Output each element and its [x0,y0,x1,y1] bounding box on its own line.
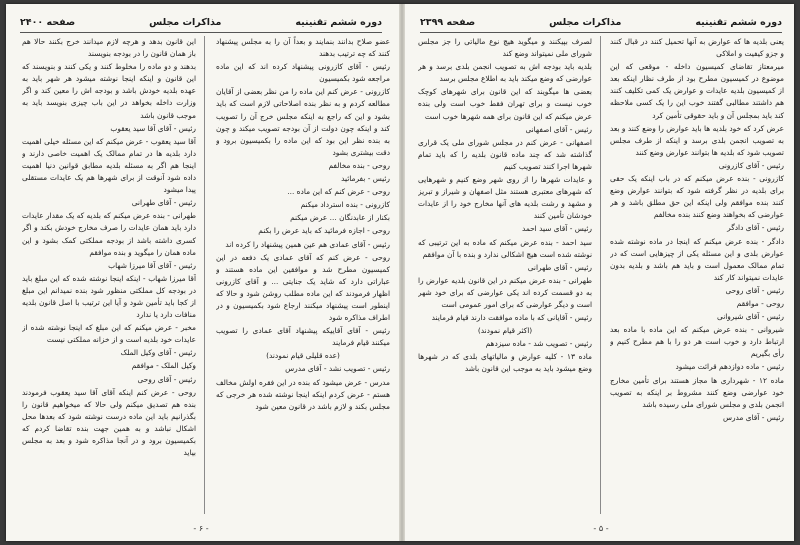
paragraph: رئیس - تصویب شد - ماده سیزدهم [485,339,592,349]
paragraph: میرمعتاز تقاضای کمیسیون داخله - موقعی که این موضوع در کمیسیون مطرح بود از طرف نظار اینکه بعد از کمیسیون بلدیه عایدات و عوارض یک کمی تکلیف کنند هم داشتند مطالبی گفتند خوب این را یک کسی ملاحظه کند باید بمجلس آن و باید حقوقی تأمین کرد [610,62,784,120]
paragraph: کازرونی - بنده استرداد میکنم [300,200,390,210]
paragraph: روحی - بنده مخالفم [328,160,390,170]
paragraph: رئیس - آقای مدرس [722,412,784,422]
paragraph: رئیس - آقای کازرونی [718,160,784,170]
paragraph: رئیس - بفرمائید [341,174,390,184]
column-divider [204,36,205,514]
paragraph: عضو صلاح بدانند بنمایند و بعداً آن را به مجلس پیشنهاد کنند که چه ترتیب بدهند [216,37,390,59]
paragraph: رئیس - آقای آقا میرزا شهاب [108,260,196,270]
paragraph: رئیس - آقای وکیل الملک [120,348,196,358]
paragraph: (اکثر قیام نمودند) [477,326,533,336]
book-gutter [399,4,405,541]
paragraph: وکیل الملک - موافقم [131,361,196,371]
paragraph: رئیس - آقای روحی [137,374,196,384]
paragraph: رئیس - آقای آقاییکه پیشنهاد آقای عمادی را تصویب میکنند قیام فرمایند [216,326,390,348]
book-spread [6,4,794,541]
left-page-column-right [216,36,390,514]
paragraph: رئیس - آقای آقا سید یعقوب [110,123,196,133]
paragraph: کازرونی - عرض کنم این ماده را من نظر بعضی از آقایان مطالعه کردم و به نظر بنده اصلاحاتی لازم است که باید بشود و این که راجع به اینکه مجلس خرج آن را تصویب کند و اینکه چون دولت از آن بودجه تصویب میکند و چون به بنده نظر این بود که این ماده را بکمیسیون برود و دقت بیشتری بشود [216,87,390,157]
paragraph: رئیس - آقای دادگر [727,223,784,233]
paragraph: رئیس - آقای کازرونی پیشنهاد کرده اند که این ماده مراجعه شود بکمیسیون [216,62,390,84]
paragraph: یعنی بلدیه ها که عوارض به آنها تحمیل کنند در قبال کنند و جزو کیفیت و املاکی [610,37,784,59]
left-title: مذاکرات مجلس [149,16,222,28]
left-page-column-left [22,36,196,514]
left-page-number: صفحه ۲۴۰۰ [20,16,76,28]
paragraph: رئیس - آقایانی که با ماده موافقت دارند قیام فرمایند [431,313,592,323]
right-title: مذاکرات مجلس [549,16,622,28]
paragraph: بدهند و دو ماده را مخلوط کنند و یکی کنند و بنویسند که این قانون و اینکه اینجا نوشته میشود هر شهر باید به عهده بلدیه خودش باشد و بودجه اش را معین کند و اگر وزارت داخله بخواهد در این باب چیزی بنویسد باید به موجب قانون باشد [22,62,196,120]
paragraph: مخبر - عرض میکنم که این مبلغ که اینجا نوشته شده از عایدات خود بلدیه است و از خزانه مملکتی نیست [22,323,196,345]
paragraph: مدرس - عرض میشود که بنده در این فقره اولش مخالف هستم - عرض کردم اینکه اینجا نوشته شده هر خرجی که مجلس بکند و لازم باشد در قانون معین شود [216,377,390,411]
paragraph: ماده ۱۲ - شهرداری ها مجاز هستند برای تأمین مخارج خود عوارضی وضع کنند مشروط بر اینکه به تصویب انجمن بلدی و مجلس شورای ملی رسیده باشد [610,375,784,409]
paragraph: رئیس - آقای شیروانی [717,312,784,322]
right-page-column-left [418,36,592,514]
paragraph: بکنار از عابدنگان ... عرض میکنم [290,213,390,223]
paragraph: طهرانی - بنده عرض میکنم در این قانون بلدیه عوارض را به دو قسمت کرده اند یکی عوارضی که برای خود شهر است و دیگر عوارضی که برای امور عمومی است [418,275,592,309]
paragraph: رئیس - آقای سید احمد [521,224,592,234]
paragraph: روحی - موافقم [736,298,784,308]
paragraph: روحی - عرض کنم که آقای عمادی یک دفعه در این کمیسیون مطرح شد و موافقین این ماده هستند و عباراتی دارد که شاید یک جنایتی ... و آقای کازرونی اظهار فرمودند که این ماده مطلب روشن شود و حالا که اینطور است پیشنهاد میکنند ارجاع شود بکمیسیون و در اطراف مذاکره شود [216,252,390,323]
paragraph: روحی - عرض کنم اینکه آقای آقا سید یعقوب فرمودند بنده هم تصدیق میکنم ولی حالا که میخواهیم قانون را بگذرانیم باید این ماده درست نوشته شود که بعدها محل اشکال نباشد و به همین جهت بنده تقاضا کردم که بکمیسیون برود و در آنجا مذاکره شود و بعد به مجلس بیاید [22,387,196,458]
paragraph: شیروانی - بنده عرض میکنم که این ماده با ماده بعد ارتباط دارد و خوب است هر دو را با هم مطرح کنیم و رأی بگیریم [610,325,784,359]
paragraph: رئیس - آقای اصفهانی [525,124,592,134]
right-page-column-right [610,36,784,514]
paragraph: لصرف بپیکنند و میگوید هیچ نوع مالیاتی را جز مجلس شورای ملی نمیتواند وضع کند [418,37,592,59]
paragraph: روحی - اجازه فرمائید که باید عرض را بکنم [258,226,390,236]
paragraph: رئیس - آقای طهرانی [527,262,592,272]
paragraph: بعضی ها میگویند که این قانون برای شهرهای کوچک خوب نیست و برای تهران فقط خوب است ولی بنده عرض میکنم که این قانون برای همه شهرها خوب است [418,87,592,121]
paragraph: اصفهانی - عرض کنم در مجلس شورای ملی یک قراری گذاشته شد که چند ماده قانون بلدیه را که باید تمام شهرها اجرا کنند تصویب کنیم [418,137,592,171]
paragraph: رئیس - تصویب نشد - آقای مدرس [285,364,390,374]
paragraph: رئیس - آقای طهرانی [131,198,196,208]
paragraph: روحی - عرض کنم که این ماده ... [287,187,390,197]
left-page-footer: - ۶ - [193,524,209,533]
right-session-label: دوره ششم تقنینیه [695,16,782,28]
right-page [406,4,796,541]
paragraph: این قانون بدهد و هرچه لازم میدانند خرج بکنند حالا هم باز همان قانون را در بودجه بنویسند [22,37,196,59]
paragraph: طهرانی - بنده عرض میکنم که بلدیه که یک مقدار عایدات دارد باید همان عایدات را صرف مخارج خودش بکند و اگر کسری داشته باشد از بودجه مملکتی کمک بشود و این ماده همان را میگوید و بنده موافقم [22,211,196,257]
right-page-number: صفحه ۲۳۹۹ [420,16,476,28]
right-page-footer: - ۵ - [593,524,609,533]
paragraph: دادگر - بنده عرض میکنم که اینجا در ماده نوشته شده عوارض بلدی و این مسئله یکی از چیزهایی است که در تمام ممالک معمول است و باید هم باشد و بلدیه بدون عایدات نمیتواند کار کند [610,236,784,282]
paragraph: عرض کرد که خود بلدیه ها باید عوارض را وضع کنند و بعد به تصویب انجمن بلدی برسد و اینکه از طرف مجلس تصویب شود که بلدیه ها بتوانند عوارض وضع کنند [610,123,784,157]
paragraph: ماده ۱۳ - کلیه عوارض و مالیاتهای بلدی که در شهرها وضع میشود باید به موجب این قانون باشد [418,352,592,374]
paragraph: (عده قلیلی قیام نمودند) [266,351,340,361]
paragraph: بلدیه باید بودجه اش به تصویب انجمن بلدی برسد و هر عوارضی که وضع میکند باید به اطلاع مجلس برسد [418,62,592,84]
column-divider [600,36,601,514]
left-page [6,4,396,541]
paragraph: رئیس - آقای روحی [725,285,784,295]
paragraph: کازرونی - بنده عرض میکنم که در باب اینکه یک حقی برای بلدیه در نظر گرفته شود که بتوانند عوارض وضع کنند بنده موافقم ولی اینکه این حق مطلق باشد و هر عوارضی که بخواهند وضع کنند بنده مخالفم [610,174,784,220]
paragraph: و عایدات شهرها را از روی شهر وضع کنیم و شهرهایی که شهرهای معتبری هستند مثل اصفهان و شیراز و تبریز و مشهد و رشت بلدیه های آنها مخارج خود را از عایدات خودشان تأمین کنند [418,175,592,221]
paragraph: رئیس - آقای عمادی هم عین همین پیشنهاد را کرده اند [225,239,390,249]
right-page-header [420,14,782,33]
left-session-label: دوره ششم تقنینیه [295,16,382,28]
paragraph: رئیس - ماده دوازدهم قرائت میشود [675,362,784,372]
paragraph: آقا میرزا شهاب - اینکه اینجا نوشته شده که این مبلغ باید در بودجه کل مملکتی منظور شود بنده نمیدانم این مبلغ از کجا باید تأمین شود و آیا این ترتیب با اصل قانون بلدیه منافات دارد یا ندارد [22,273,196,320]
left-page-header [20,14,382,33]
paragraph: سید احمد - بنده عرض میکنم که ماده به این ترتیبی که نوشته شده است هیچ اشکالی ندارد و بنده با آن موافقم [418,237,592,259]
paragraph: آقا سید یعقوب - عرض میکنم که این مسئله خیلی اهمیت دارد بلدیه ها در تمام ممالک یک اهمیت خاصی دارند و اینجا هم اگر به مسئله بلدیه مطابق قوانین دنیا اهمیت داده شود آنوقت از برای شهرها هم یک عایدات مستقلی پیدا میشود [22,136,196,195]
